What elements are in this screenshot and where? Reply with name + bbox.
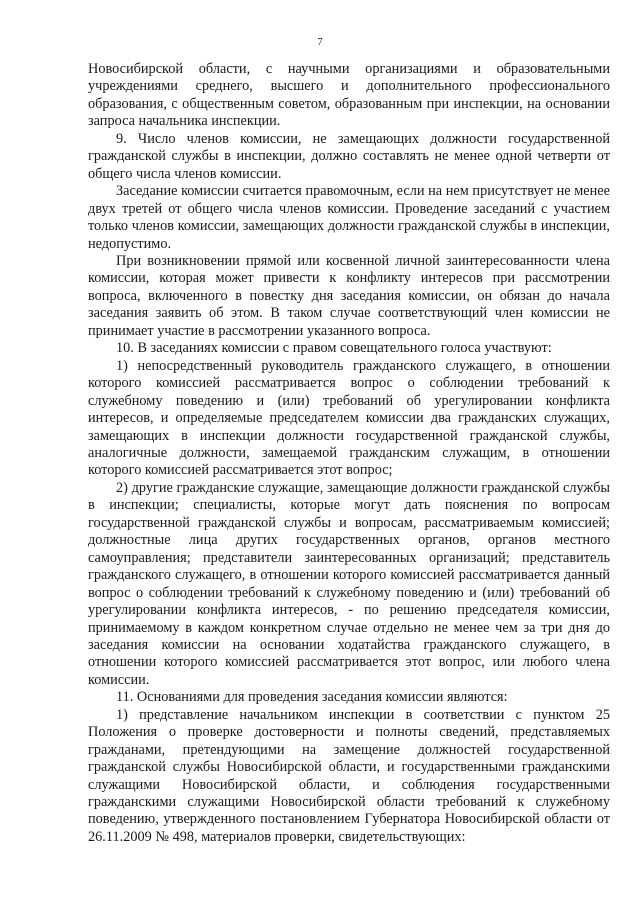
paragraph-clause-10-item-1: 1) непосредственный руководитель гражданского служащего, в отношении которого комиссией рассматривается вопрос о соблюдении требований к служебному поведению и (или) требований об урегулировании конфликта интересов, и определяемые председателем комиссии два гражданских служащих, замещающих в инспекции должности государственной гражданской службы, аналогичные должности, замещаемой гражданским служащим, в отношении которого комиссией рассматривается этот вопрос; <box>88 357 610 479</box>
paragraph-clause-10: 10. В заседаниях комиссии с правом совещательного голоса участвуют: <box>116 340 552 357</box>
page-number: 7 <box>317 36 323 48</box>
paragraph-quorum: Заседание комиссии считается правомочным, если на нем присутствует не менее двух третей от общего числа членов комиссии. Проведение заседаний с участием только членов комиссии, замещающих должности гражданской службы в инспекции, недопустимо. <box>88 183 610 252</box>
paragraph-clause-10-item-2: 2) другие гражданские служащие, замещающие должности гражданской службы в инспекции; специалисты, которые могут дать пояснения по вопросам государственной гражданской службы и вопросам, рассматриваемым комиссией; должностные лица других государственных органов, органов местного самоуправления; представители заинтересованных организаций; представитель гражданского служащего, в отношении которого комиссией рассматривается данный вопрос о соблюдении требований к служебному поведению и (или) требований об урегулировании конфликта интересов, - по решению председателя комиссии, принимаемому в каждом конкретном случае отдельно не менее чем за три дня до заседания комиссии на основании ходатайства гражданского служащего, в отношении которого комиссией рассматривается этот вопрос, или любого члена комиссии. <box>88 479 610 688</box>
paragraph-clause-11: 11. Основаниями для проведения заседания комиссии являются: <box>116 689 508 706</box>
document-body <box>88 61 610 846</box>
paragraph-conflict-of-interest: При возникновении прямой или косвенной личной заинтересованности члена комиссии, которая может привести к конфликту интересов при рассмотрении вопроса, включенного в повестку дня заседания комиссии, он обязан до начала заседания заявить об этом. В таком случае соответствующий член комиссии не принимает участие в рассмотрении указанного вопроса. <box>88 252 610 339</box>
paragraph-continuation: Новосибирской области, с научными организациями и образовательными учреждениями среднего, высшего и дополнительного профессионального образования, с общественным советом, образованным при инспекции, на основании запроса начальника инспекции. <box>88 61 610 130</box>
paragraph-clause-9: 9. Число членов комиссии, не замещающих должности государственной гражданской службы в инспекции, должно составлять не менее одной четверти от общего числа членов комиссии. <box>88 130 610 182</box>
paragraph-clause-11-item-1: 1) представление начальником инспекции в соответствии с пунктом 25 Положения о проверке достоверности и полноты сведений, представляемых гражданами, претендующими на замещение должностей государственной гражданской службы Новосибирской области, и государственными гражданскими служащими Новосибирской области, и соблюдения государственными гражданскими служащими Новосибирской области требований к служебному поведению, утвержденного постановлением Губернатора Новосибирской области от 26.11.2009 № 498, материалов проверки, свидетельствующих: <box>88 706 610 845</box>
